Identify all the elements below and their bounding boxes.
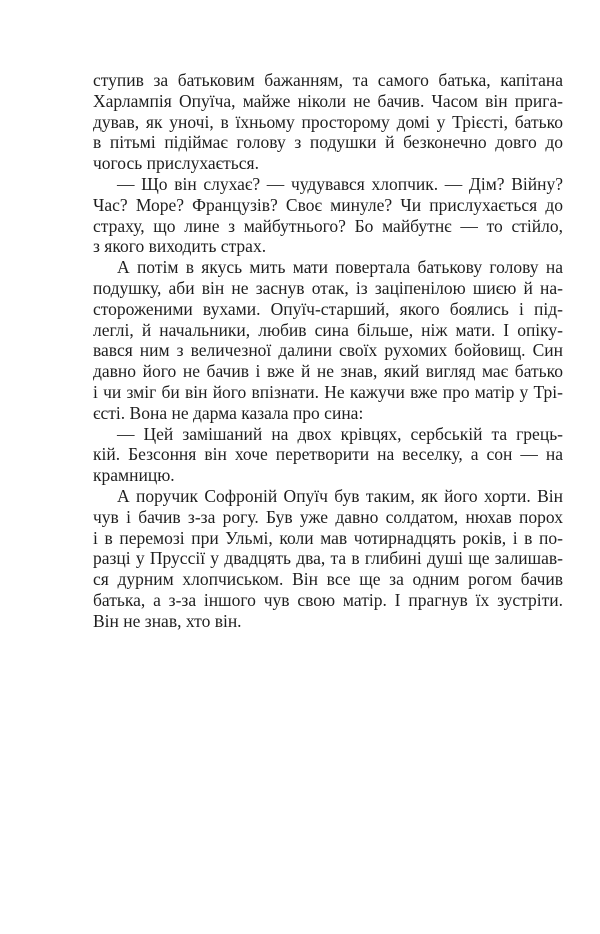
text-line: вався ним з величезної далини своїх рухомих бойовищ. Син [93, 340, 563, 361]
text-line: давно його не бачив і вже й не знав, який вигляд має батько [93, 361, 563, 382]
page-text [93, 70, 563, 632]
text-line: чув і бачив з-за рогу. Був уже давно солдатом, нюхав порох [93, 506, 563, 527]
text-line: Він не знав, хто він. [93, 610, 242, 631]
paragraph [93, 70, 563, 174]
text-line: разці у Пруссії у двадцять два, та в глибині душі ще залишав- [93, 548, 563, 569]
text-line: єсті. Вона не дарма казала про сина: [93, 402, 364, 423]
paragraph [93, 257, 563, 423]
text-line: ступив за батьковим бажанням, та самого батька, капітана [93, 70, 563, 90]
text-line: ся дурним хлопчиськом. Він все ще за одним рогом бачив [93, 569, 563, 590]
paragraph [93, 174, 563, 257]
text-line: чогось прислухається. [93, 153, 259, 174]
text-line: А потім в якусь мить мати повертала батькову голову на [117, 257, 563, 278]
text-line: кій. Безсоння він хоче перетворити на веселку, а сон — на [93, 444, 563, 465]
text-line: стороженими вухами. Опуїч-старший, якого боялись і під- [93, 298, 563, 319]
text-line: подушку, аби він не заснув отак, із заціпенілою шиєю й на- [93, 277, 563, 298]
paragraph [93, 424, 563, 486]
text-line: з якого виходить страх. [93, 236, 267, 257]
text-line: в пітьмі підіймає голову з подушки й безконечно довго до [93, 132, 563, 153]
text-line: дував, як уночі, в їхньому просторому домі у Трієсті, батько [93, 111, 563, 132]
text-line: леглі, й начальники, любив сина більше, ніж мати. І опіку- [93, 319, 563, 340]
text-line: крамницю. [93, 465, 175, 486]
paragraph [93, 486, 563, 632]
text-line: батька, а з-за іншого чув свою матір. І прагнув їх зустріти. [93, 589, 563, 610]
text-line: Харлампія Опуїча, майже ніколи не бачив. Часом він прига- [93, 90, 563, 111]
text-line: і чи зміг би він його впізнати. Не кажучи вже про матір у Трі- [93, 381, 563, 402]
text-line: — Що він слухає? — чудувався хлопчик. — Дім? Війну? [117, 173, 563, 194]
text-line: А поручик Софроній Опуїч був таким, як його хорти. Він [117, 485, 563, 506]
text-line: і в перемозі при Ульмі, коли мав чотирнадцять років, і в по- [93, 527, 563, 548]
text-line: — Цей замішаний на двох крівцях, сербській та грець- [117, 423, 563, 444]
text-line: страху, що лине з майбутнього? Бо майбутнє — то стійло, [93, 215, 563, 236]
text-line: Час? Море? Французів? Своє минуле? Чи прислухається до [93, 194, 563, 215]
